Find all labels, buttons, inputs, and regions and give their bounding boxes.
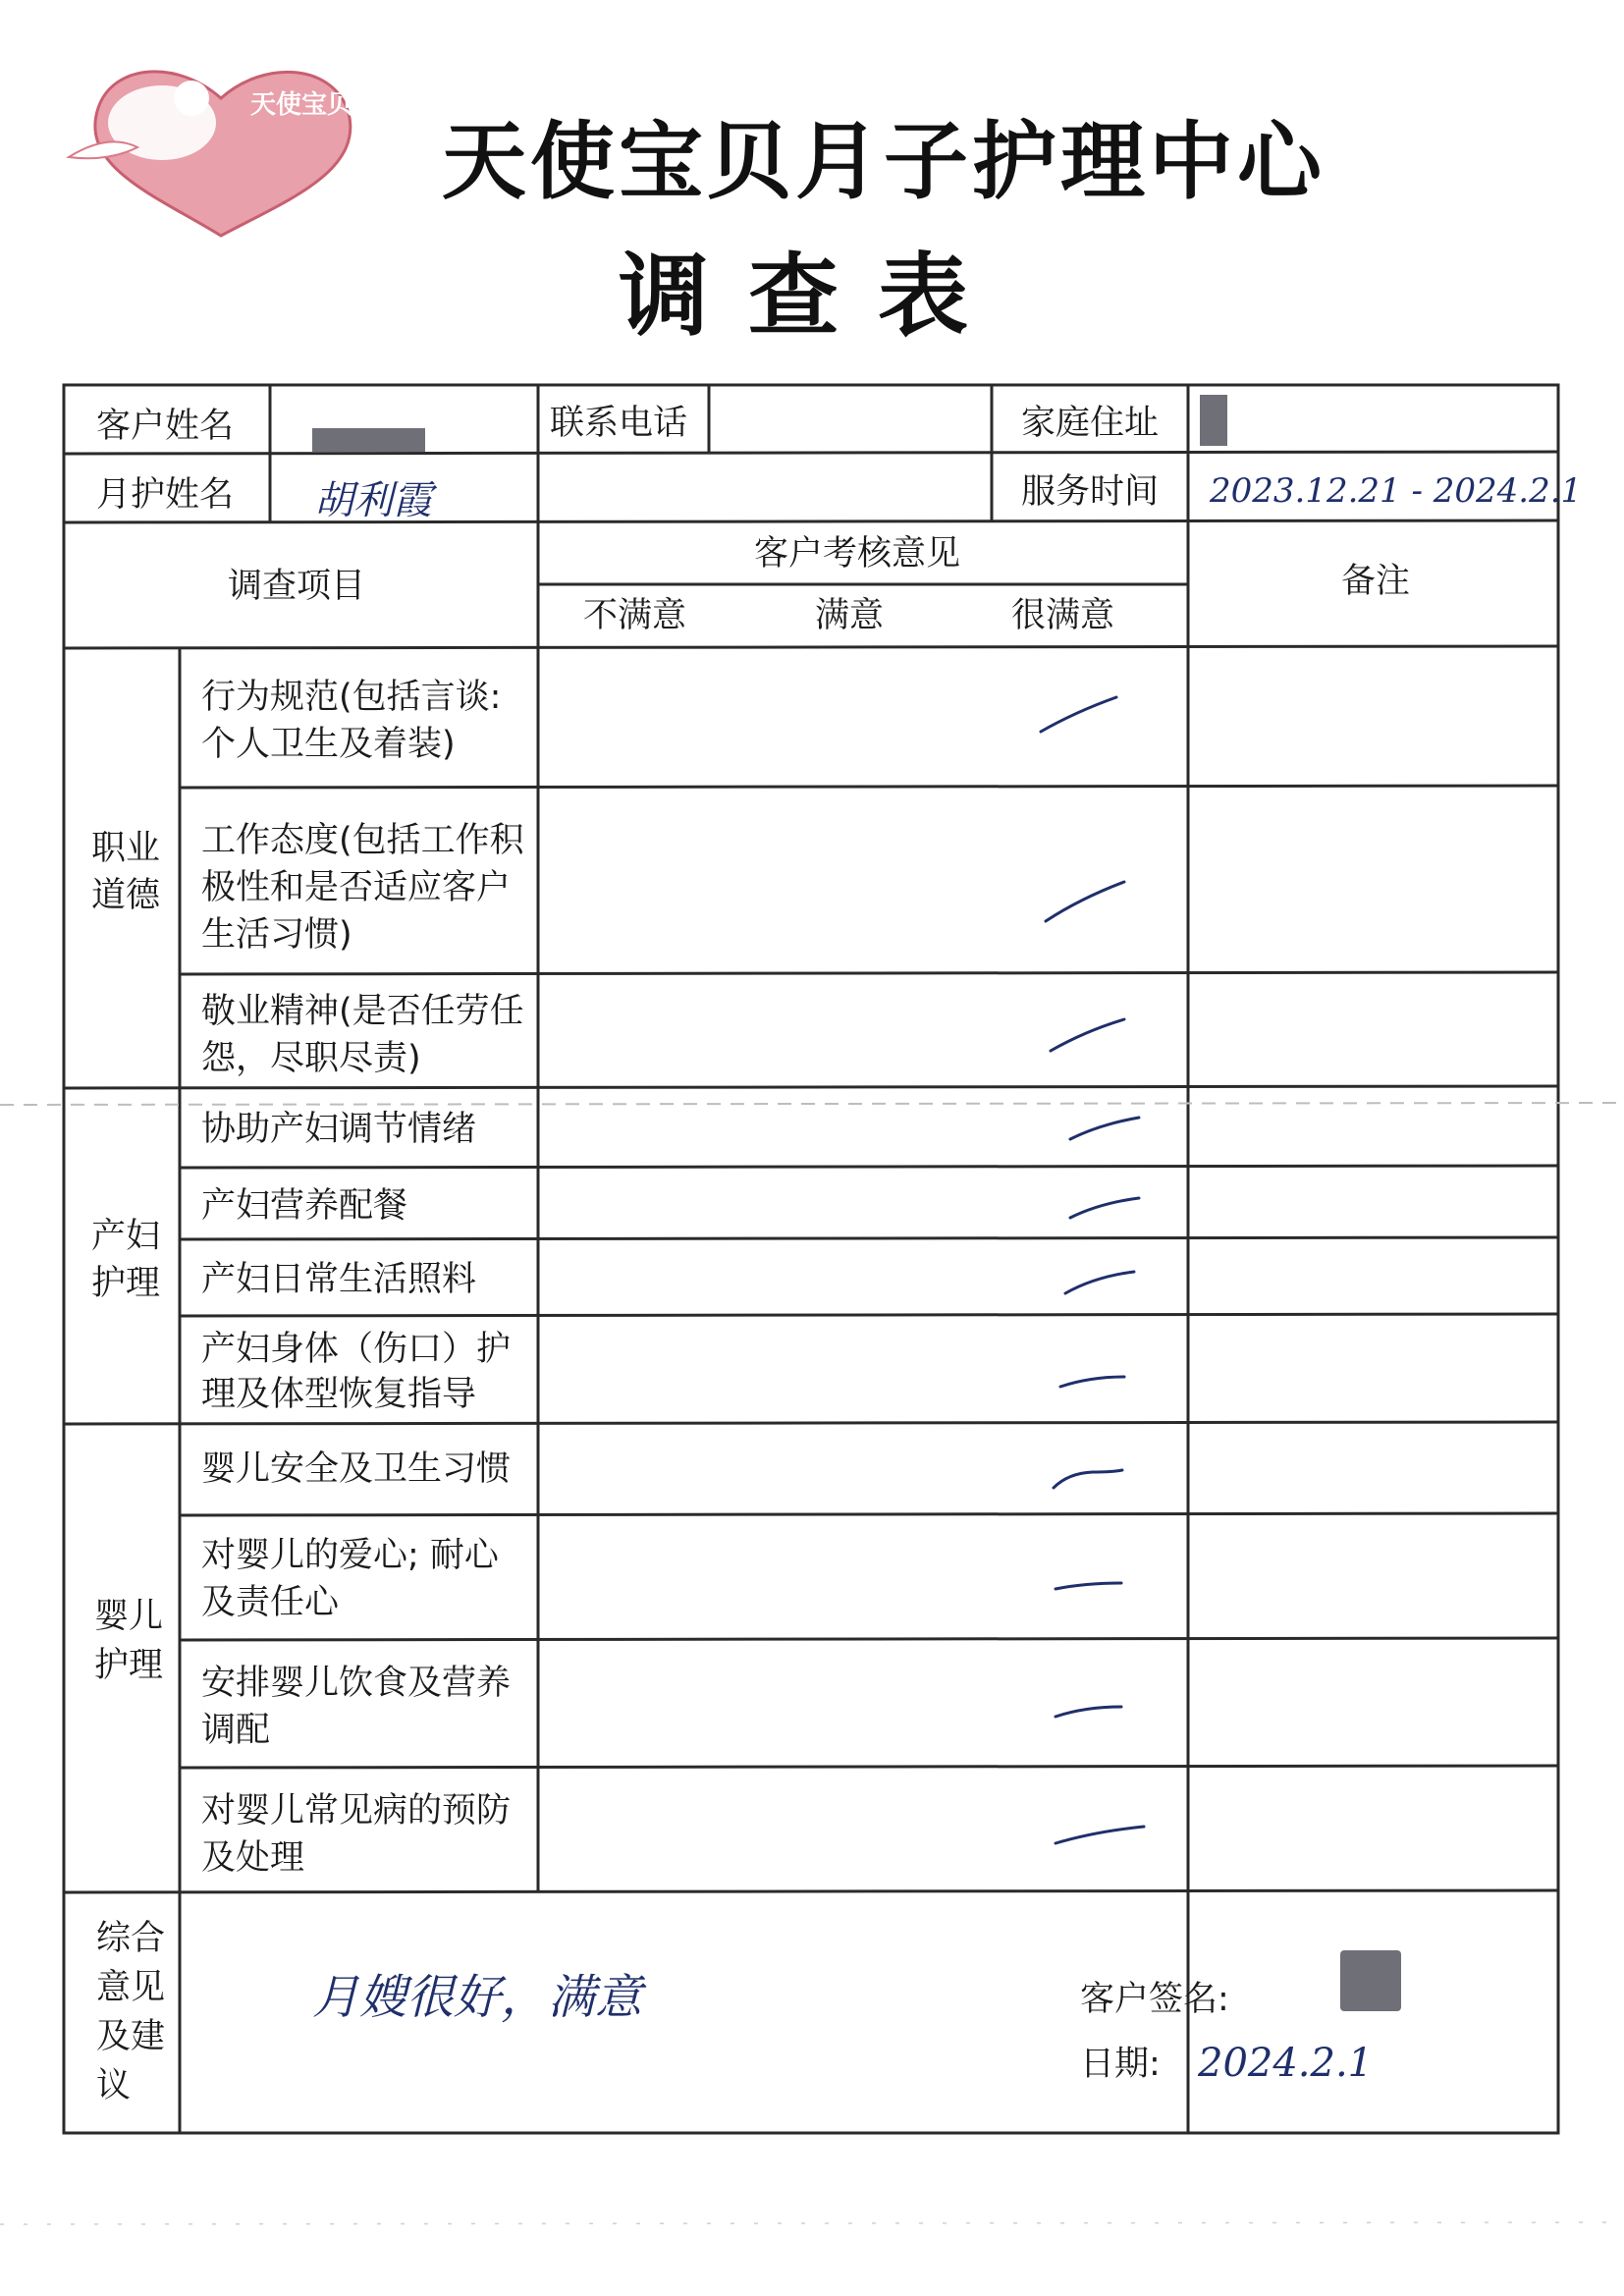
item-2-line2: 极性和是否适应客户 [201,868,512,907]
logo-text: 天使宝贝 [250,89,353,119]
group-name-baby-line1: 婴儿 [94,1597,164,1636]
document-subtitle: 调查表 [619,244,1008,349]
check-mark-icon [1065,1188,1144,1228]
signature-redaction [1340,1950,1401,2011]
comments-label-line3: 及建 [96,2017,166,2056]
service-time-value: 2023.12.21 - 2024.2.1 [1210,471,1583,511]
signature-label: 客户签名: [1080,1980,1229,2019]
item-11-line1: 对婴儿常见病的预防 [201,1791,512,1831]
check-mark-icon [1036,687,1124,746]
check-mark-icon [1051,1822,1149,1851]
item-2-line3: 生活习惯) [201,915,352,955]
item-5-line1: 产妇营养配餐 [201,1186,408,1226]
document-title: 天使宝贝月子护理中心 [442,113,1326,211]
item-1-line2: 个人卫生及着装) [201,725,456,764]
item-9-line2: 及责任心 [201,1583,340,1622]
level-dissatisfied: 不满意 [583,596,687,635]
phone-label: 联系电话 [550,404,688,443]
check-mark-icon [1041,874,1129,933]
date-value: 2024.2.1 [1198,2041,1374,2086]
item-header: 调查项目 [228,567,366,606]
comments-label-line1: 综合 [96,1919,166,1958]
comments-label-line4: 议 [96,2066,132,2105]
group-name-ethics-line2: 道德 [91,876,161,915]
item-2-line1: 工作态度(包括工作积 [201,821,524,860]
group-name-ethics-line1: 职业 [91,829,161,868]
check-mark-icon [1065,1110,1144,1149]
item-10-line1: 安排婴儿饮食及营养 [201,1664,512,1703]
item-7-line2: 理及体型恢复指导 [201,1375,477,1414]
item-3-line1: 敬业精神(是否任劳任 [201,992,524,1031]
item-9-line1: 对婴儿的爱心; 耐心 [201,1536,499,1575]
level-satisfied: 满意 [815,596,885,635]
item-8-line1: 婴儿安全及卫生习惯 [201,1449,512,1489]
service-time-label: 服务时间 [1021,472,1160,512]
client-name-label: 客户姓名 [96,407,235,446]
address-label: 家庭住址 [1021,404,1160,443]
nurse-name-label: 月护姓名 [96,475,235,515]
item-4-line1: 协助产妇调节情绪 [201,1110,477,1149]
item-6-line1: 产妇日常生活照料 [201,1260,477,1299]
check-mark-icon [1051,1571,1129,1601]
address-redaction [1200,395,1227,446]
group-name-mother-line1: 产妇 [91,1217,161,1256]
handwritten-comment: 月嫂很好，满意 [312,1970,643,2025]
item-11-line2: 及处理 [201,1838,305,1878]
nurse-name-value: 胡利霞 [314,478,432,523]
item-10-line2: 调配 [201,1711,271,1750]
check-mark-icon [1056,1365,1134,1394]
check-mark-icon [1060,1262,1139,1301]
check-mark-icon [1046,1011,1134,1061]
group-name-baby-line2: 护理 [94,1646,164,1685]
client-name-redaction [312,428,425,452]
item-1-line1: 行为规范(包括言谈: [201,678,502,717]
item-7-line1: 产妇身体（伤口）护 [201,1330,512,1369]
opinion-header: 客户考核意见 [754,534,961,574]
item-3-line2: 怨，尽职尽责) [201,1039,421,1078]
check-mark-icon [1049,1458,1127,1498]
check-mark-icon [1051,1697,1129,1726]
comments-label-line2: 意见 [96,1968,166,2007]
remark-header: 备注 [1341,562,1411,601]
level-very-satisfied: 很满意 [1011,596,1115,635]
date-label: 日期: [1080,2045,1161,2084]
group-name-mother-line2: 护理 [91,1264,161,1303]
